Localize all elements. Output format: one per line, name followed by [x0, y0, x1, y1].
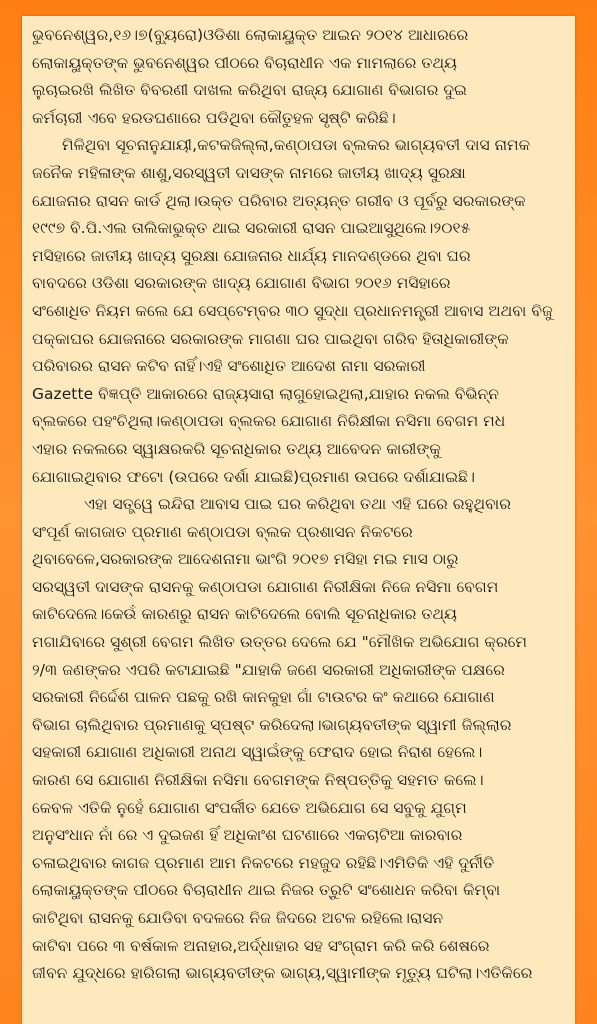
article-line: ସରକାରୀ ନିର୍ଦ୍ଦେଶ ପାଳନ ପଛକୁ ରଖି କାନକୁହା ଗାଁ ଟାଉଟର କଂ କଥାରେ ଯୋଗାଣ [32, 688, 495, 707]
article-line: ଜୀବନ ଯୁଦ୍ଧରେ ହାରିଗଲା ଭାଗ୍ୟବତୀଙ୍କ ଭାଗ୍ୟ,ସ୍ୱାମୀଙ୍କ ମୃତ୍ୟୁ ଘଟିଲା।ଏତିକିରେ [32, 964, 533, 983]
article-line: ଲୋକାୟୁକ୍ତଙ୍କ ଭୁବନେଶ୍ୱର ପୀଠରେ ବିଚାରାଧୀନ ଏକ ମାମଲାରେ ତଥ୍ୟ [32, 53, 457, 72]
article-line: ୨/୩ ଜଣଙ୍କର ଏପରି କଟାଯାଇଛି "ଯାହାକି ଜଣେ ସରକାରୀ ଅଧିକାରୀଙ୍କ ପକ୍ଷରେ [32, 660, 505, 679]
article-line: ଏହାର ନକଲରେ ସ୍ୱାକ୍ଷରକରି ସୂଚନାଧିକାର ତଥ୍ୟ ଆବେଦନ କାରୀଙ୍କୁ [32, 439, 441, 458]
article-line: ଲୁଚାଇରଖି ଲିଖିତ ବିବରଣୀ ଦାଖଲ କରିଥିବା ରାଜ୍ୟ ଯୋଗାଣ ବିଭାଗର ଦୁଇ [32, 81, 467, 100]
article-line: ମିଳିଥିବା ସୂଚନାନୁଯାୟୀ,କଟକଜିଲ୍ଲା,କଣ୍ଠାପଡା ବ୍ଲକର ଭାଗ୍ୟବତୀ ଦାସ ନାମକ [62, 136, 531, 155]
article-line: ବାବଦରେ ଓଡିଶା ସରକାରଙ୍କ ଖାଦ୍ୟ ଯୋଗାଣ ବିଭାଗ ୨୦୧୬ ମସିହାରେ [32, 274, 451, 293]
article-line: କାଟିଥିବା ରାସନକୁ ଯୋଡିବା ବଦଳରେ ନିଜ ଜିଦରେ ଅଟଳ ରହିଲେ।ରାସନ [32, 909, 444, 927]
article-line: ପକ୍କାଘର ଯୋଜନାରେ ସରକାରଙ୍କ ମାଗଣା ଘର ପାଇଥିବା ଗରିବ ହିତାଧିକାରୀଙ୍କ [32, 329, 509, 348]
article-line: ଯୋଗାଇଥିବାର ଫଟୋ (ଉପରେ ଦର୍ଶା ଯାଇଛି)ପ୍ରମାଣ ଉପରେ ଦର୍ଶାଯାଇଛି। [32, 467, 475, 486]
article-line: କାଟିବା ପରେ ୩ ବର୍ଷକାଳ ଅନାହାର,ଅର୍ଦ୍ଧାହାର ସହ ସଂଗ୍ରାମ କରି କରି ଶେଷରେ [32, 936, 490, 955]
article-line: Gazette ବିଜ୍ଞପ୍ତି ଆକାରରେ ରାଜ୍ୟସାରା ଲାଗୁହୋଇଥିଲା,ଯାହାର ନକଲ ବିଭିନ୍ନ [32, 384, 499, 403]
article-line: ଜନୈକ ମହିଳାଙ୍କ ଶାଶୁ,ସରସ୍ୱତୀ ଦାସଙ୍କ ନାମରେ ଜାତୀୟ ଖାଦ୍ୟ ସୁରକ୍ଷା [32, 163, 466, 182]
article-line: ବ୍ଲକରେ ପହଂଚିଥିଲା।କଣ୍ଠାପଡା ବ୍ଲକର ଯୋଗାଣ ନିରିକ୍ଷୀକା ନସିମା ବେଗମ ମଧ [32, 412, 506, 431]
article-line: ଭୁବନେଶ୍ୱର,୧୬।୭(ବ୍ୟୁରୋ)ଓଡିଶା ଲୋକାୟୁକ୍ତ ଆଇନ ୨୦୧୪ ଆଧାରରେ [32, 26, 469, 44]
article-line: ୧୯୯୭ ବି.ପି.ଏଲ ତାଲିକାଭୁକ୍ତ ଥାଇ ସରକାରୀ ରାସନ ପାଇଆସୁଥିଲେ।୨୦୧୫ [32, 219, 471, 238]
article-line: ଏହା ସତ୍ତ୍ୱେ ଇନ୍ଦିରା ଆବାସ ପାଇ ଘର କରିଥିବା ତଥା ଏହି ଘରେ ରହୁଥିବାର [84, 495, 512, 514]
article-line: କାଟିଦେଲେ।କେଉଁ କାରଣରୁ ରାସନ କାଟିଦେଲେ ବୋଲି ସୂଚନାଧିକାର ତଥ୍ୟ [32, 605, 457, 624]
article-line: ମଗାଯିବାରେ ସୁଶ୍ରୀ ବେଗମ ଲିଖିତ ଉତ୍ତର ଦେଲେ ଯେ "ମୌଖିକ ଅଭିଯୋଗ କ୍ରମେ [32, 633, 527, 652]
article-line: ଥିବାବେଳେ,ସରକାରଙ୍କ ଆଦେଶନାମା ଭାଂଗି ୨୦୧୭ ମସିହା ମଇ ମାସ ଠାରୁ [32, 550, 459, 569]
article-line: ପରିବାରର ରାସନ କଟିବ ନାହିଁ।ଏହି ସଂଶୋଧିତ ଆଦେଶ ନାମା ସରକାରୀ [32, 357, 426, 376]
article-line: ଚଳାଇଥିବାର କାଗଜ ପ୍ରମାଣ ଆମ ନିକଟରେ ମହଜୁଦ ରହିଛି।ଏମିତିକି ଏହି ଦୁର୍ନୀତି [32, 853, 495, 872]
article-line: ସହକାରୀ ଯୋଗାଣ ଅଧିକାରୀ ଅନାଥ ସ୍ୱାଇଁଙ୍କୁ ଫେରାଦ ହୋଇ ନିରାଶ ହେଲେ। [32, 743, 483, 762]
article-line: ଲୋକାୟୁକ୍ତଙ୍କ ପୀଠରେ ବିଚାରାଧୀନ ଥାଇ ନିଜର ତ୍ରୁଟି ସଂଶୋଧନ କରିବା କିମ୍ବା [32, 881, 501, 900]
article-line: ଅନୁସଂଧାନ ନାଁ ରେ ଏ ଦୁଇଜଣ ହିଁ ଅଧିକାଂଶ ଘଟଣାରେ ଏକଚାଟିଆ କାରବାର [32, 826, 463, 845]
article-paper [22, 16, 575, 1024]
article-body [32, 22, 570, 988]
article-line: କାରଣ ସେ ଯୋଗାଣ ନିରୀକ୍ଷିକା ନସିମା ବେଗମଙ୍କ ନିଷ୍ପତ୍ତିକୁ ସହମତ କଲେ। [32, 771, 484, 790]
article-line: ସଂପୂର୍ଣ କାଗଜାତ ପ୍ରମାଣ କଣ୍ଠାପଡା ବ୍ଲକ ପ୍ରଶାସନ ନିକଟରେ [32, 522, 413, 541]
article-line: ସରସ୍ୱତୀ ଦାସଙ୍କ ରାସନକୁ କଣ୍ଠାପଡା ଯୋଗାଣ ନିରୀକ୍ଷିକା ନିଜେ ନସିମା ବେଗମ [32, 577, 499, 596]
article-line: ଯୋଜନାର ରାସନ କାର୍ଡ ଥିଲା।ଉକ୍ତ ପରିବାର ଅତ୍ୟନ୍ତ ଗରୀବ ଓ ପୂର୍ବରୁ ସରକାରଙ୍କ [32, 191, 526, 210]
article-line: ସଂଶୋଧିତ ନିୟମ କଲେ ଯେ ସେପ୍ଟେମ୍ବର ୩୦ ସୁଦ୍ଧା ପ୍ରଧାନମନ୍ତ୍ରୀ ଆବାସ ଅଥବା ବିଜୁ [32, 301, 553, 320]
article-line: କେବଳ ଏତିକି ନୁହେଁ ଯୋଗାଣ ସଂପର୍କୀତ ଯେତେ ଅଭିଯୋଗ ସେ ସବୁକୁ ଯୁଗ୍ମ [32, 798, 467, 817]
article-line: କର୍ମଚାରୀ ଏବେ ହରଡଘଣାରେ ପଡିଥିବା କୌତୁହଳ ସୃଷ୍ଟି କରିଛି। [32, 108, 396, 127]
article-line: ବିଭାଗ ଚାଲିଥିବାର ପ୍ରମାଣକୁ ସ୍ପଷ୍ଟ କରିଦେଲା।ଭାଗ୍ୟବତୀଙ୍କ ସ୍ୱାମୀ ଜିଲ୍ଲାର [32, 715, 512, 734]
article-line: ମସିହାରେ ଜାତୀୟ ଖାଦ୍ୟ ସୁରକ୍ଷା ଯୋଜନାର ଧାର୍ଯ୍ୟ ମାନଦଣ୍ଡରେ ଥିବା ଘର [32, 246, 471, 265]
